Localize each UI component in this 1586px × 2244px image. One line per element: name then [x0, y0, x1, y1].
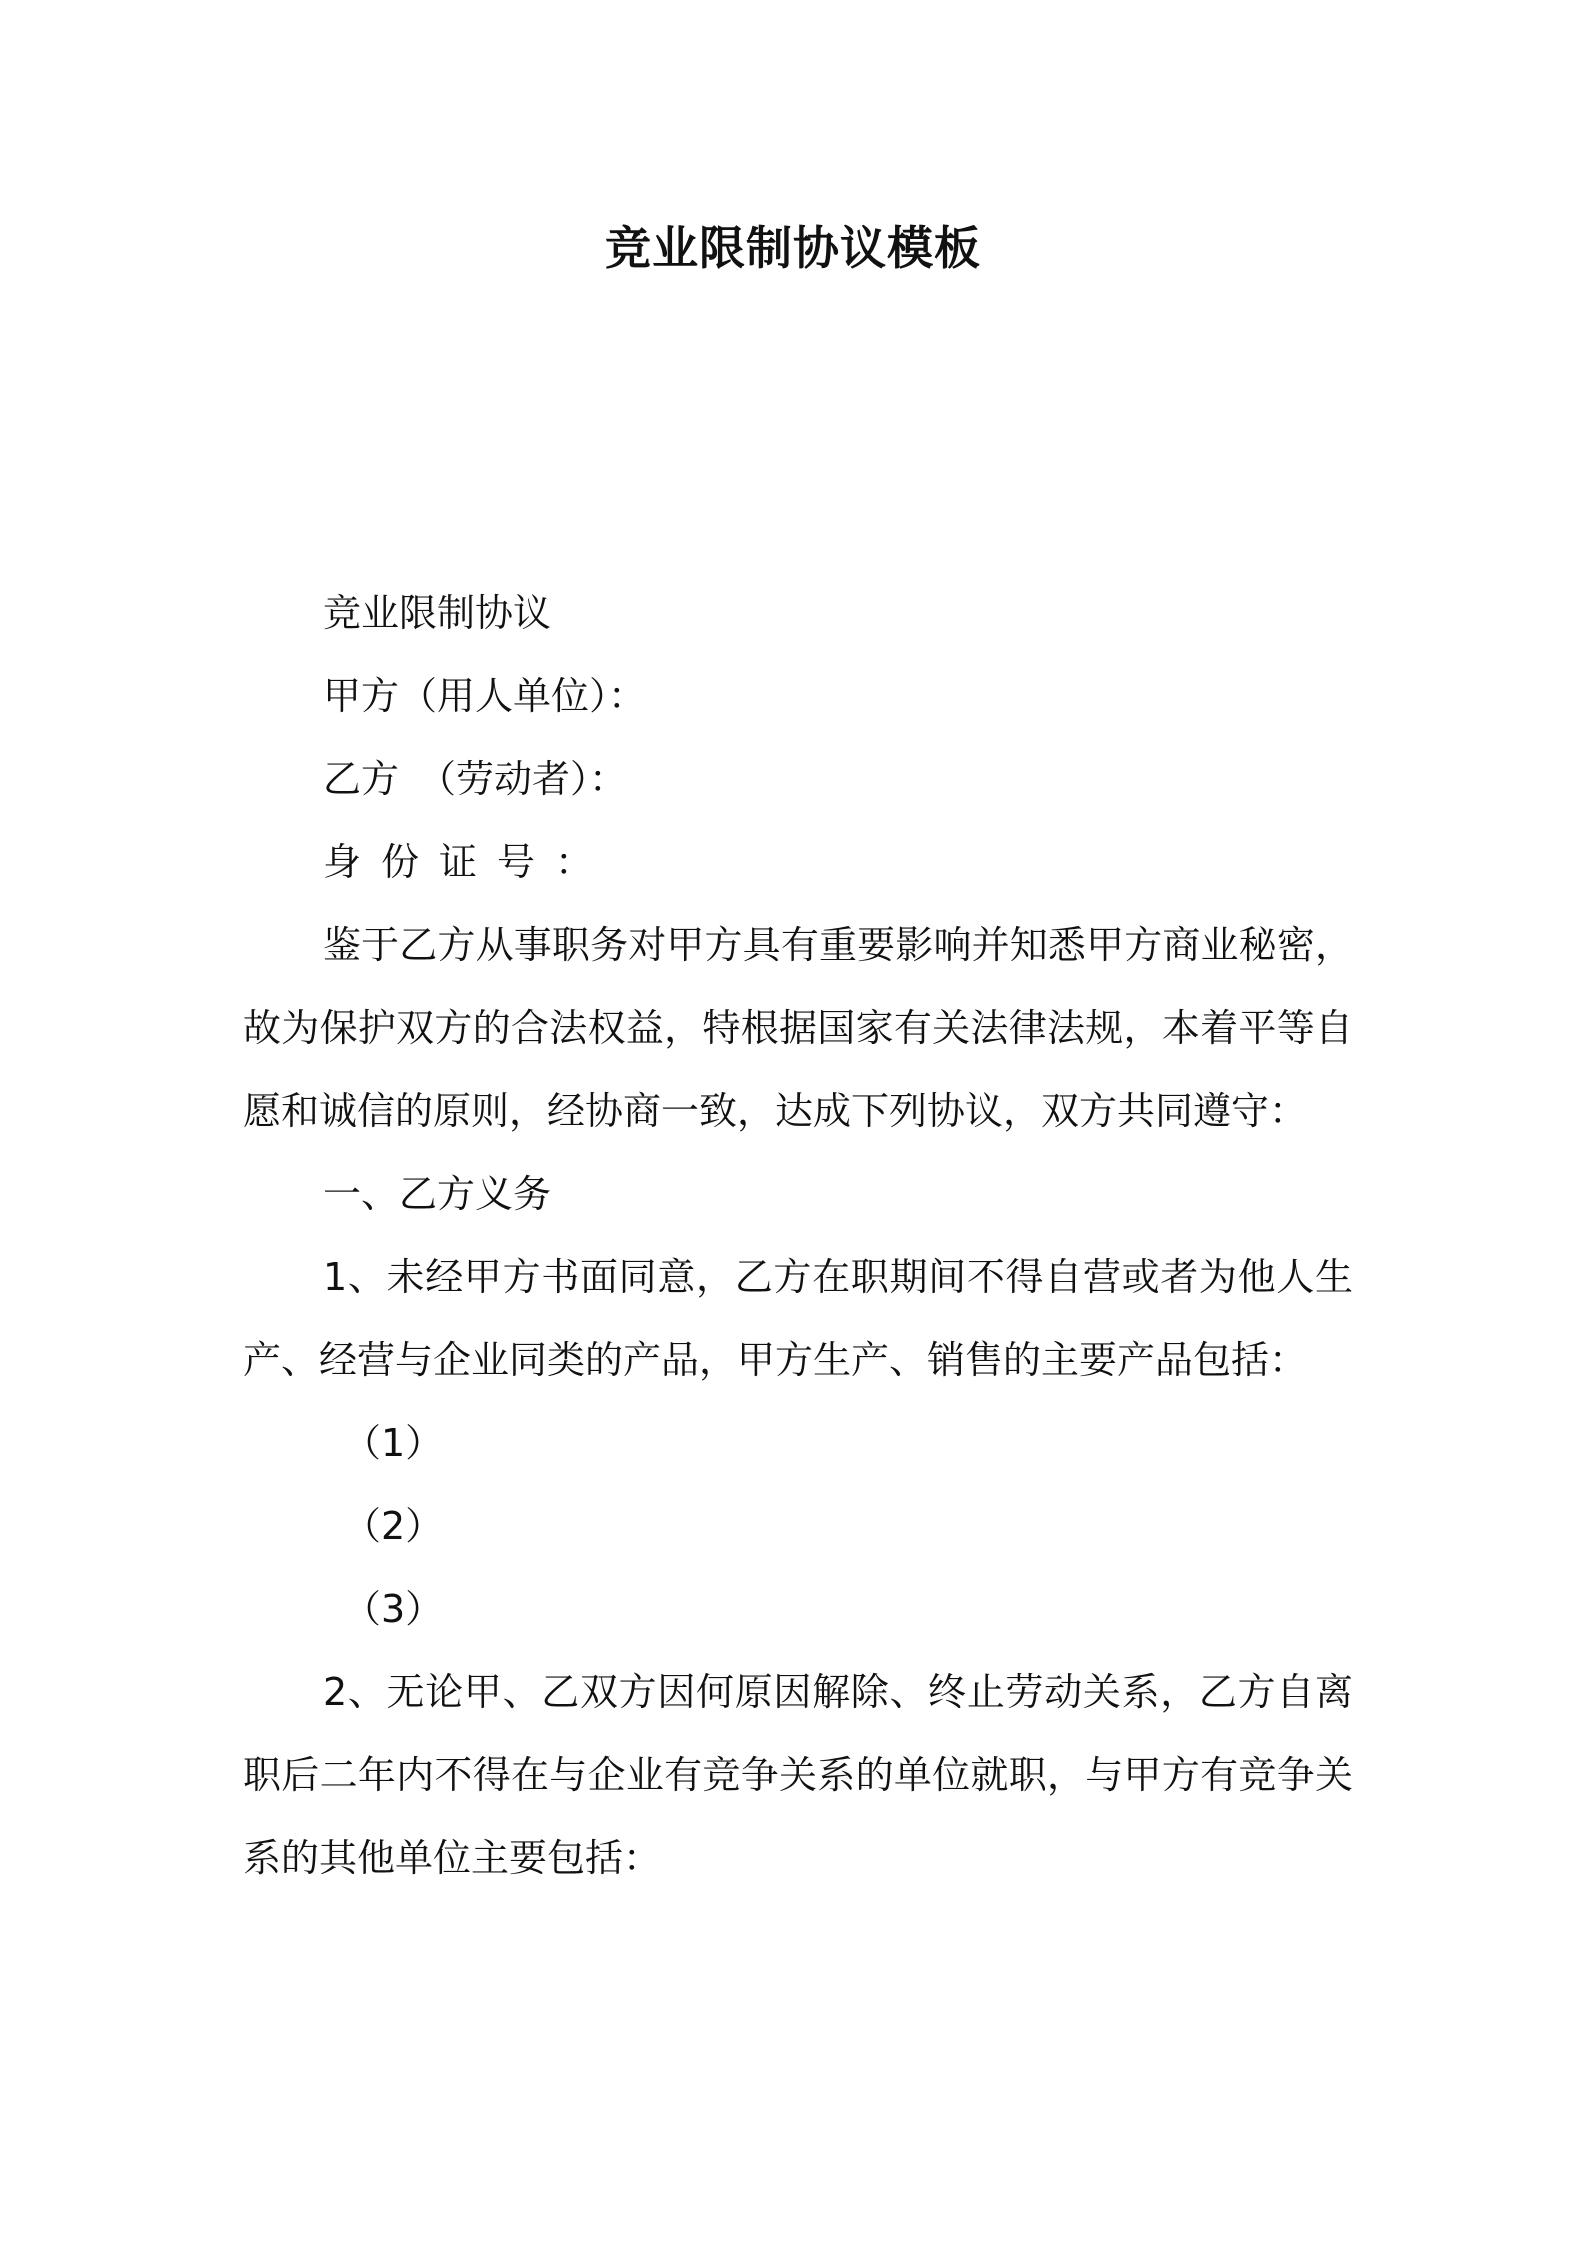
- section-1-title: 一、乙方义务: [323, 1172, 552, 1216]
- list-item: （3）: [343, 1587, 444, 1631]
- list-item: （1）: [343, 1421, 444, 1465]
- party-b-label: 乙方 （劳动者）：: [323, 757, 628, 801]
- id-number-label: 身份证号：: [323, 840, 614, 884]
- clause-1-paragraph: 1、未经甲方书面同意，乙方在职期间不得自营或者为他人生产、经营与企业同类的产品，甲方生产、销售的主要产品包括：: [243, 1255, 1353, 1382]
- agreement-heading: 竞业限制协议: [323, 591, 552, 635]
- clause-2-paragraph: 2、无论甲、乙双方因何原因解除、终止劳动关系，乙方自离职后二年内不得在与企业有竞争关系的单位就职，与甲方有竞争关系的其他单位主要包括：: [243, 1670, 1353, 1880]
- list-item: （2）: [343, 1504, 444, 1548]
- preamble-paragraph: 鉴于乙方从事职务对甲方具有重要影响并知悉甲方商业秘密，故为保护双方的合法权益，特根据国家有关法律法规，本着平等自愿和诚信的原则，经协商一致，达成下列协议，双方共同遵守：: [243, 923, 1353, 1133]
- party-a-label: 甲方（用人单位）：: [323, 674, 647, 718]
- document-title: 竞业限制协议模板: [605, 221, 981, 275]
- document-body: [243, 572, 1353, 1900]
